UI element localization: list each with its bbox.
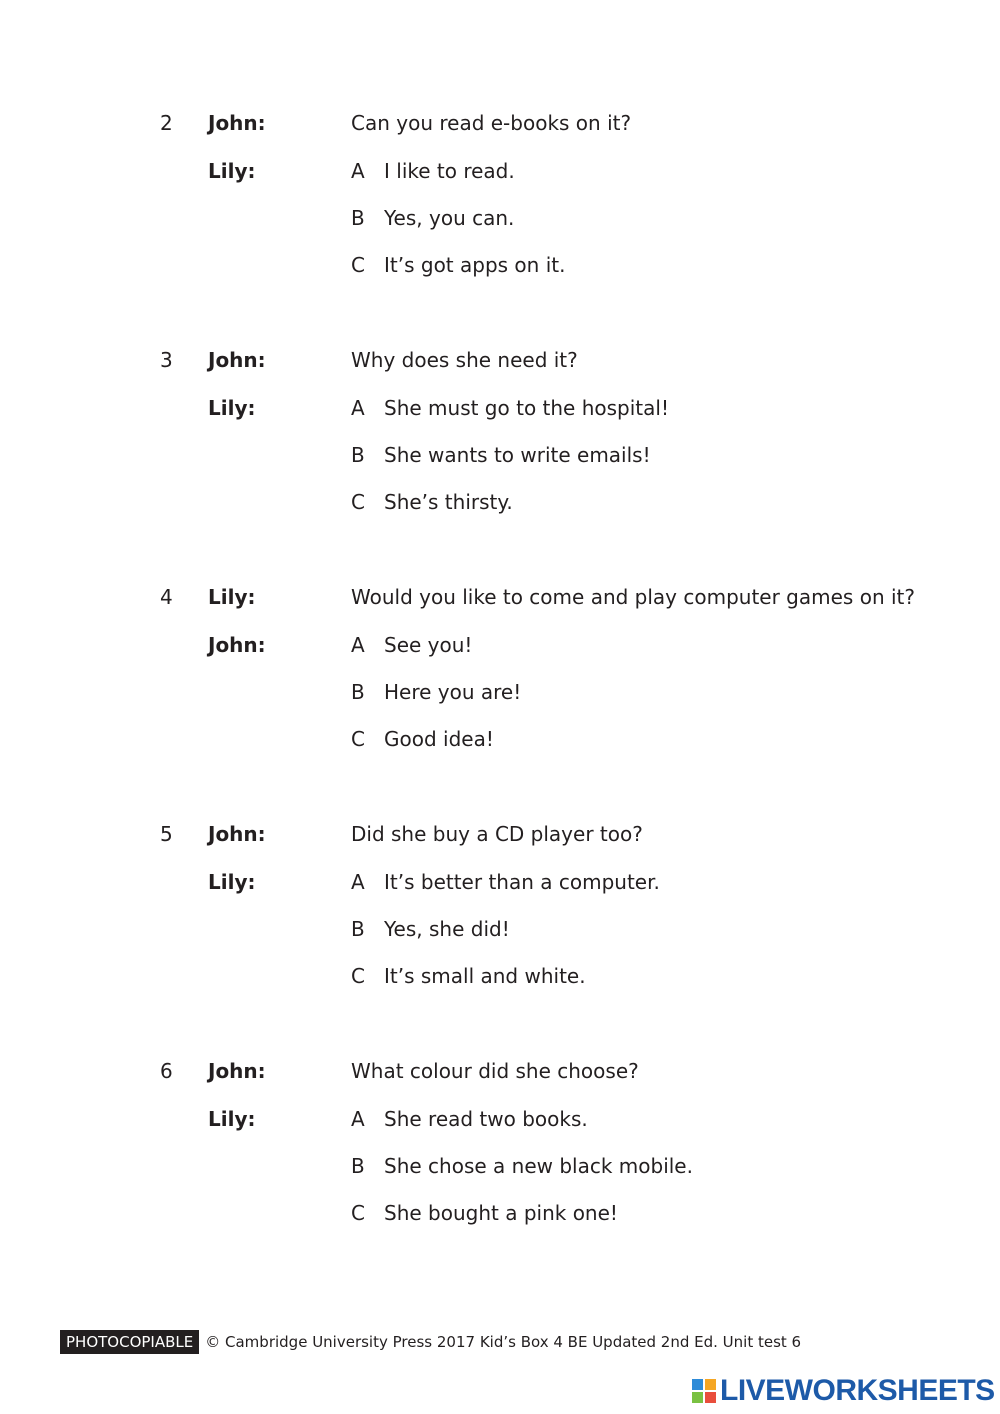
- option-letter: A: [351, 1107, 365, 1131]
- speaker-name: Lily:: [208, 585, 256, 609]
- option-text: Good idea!: [384, 727, 494, 751]
- question-number: 6: [160, 1059, 173, 1083]
- option-text: She bought a pink one!: [384, 1201, 618, 1225]
- option-text: It’s small and white.: [384, 964, 586, 988]
- copyright-text: © Cambridge University Press 2017 Kid’s Box 4 BE Updated 2nd Ed. Unit test 6: [205, 1333, 802, 1351]
- question-block: [0, 345, 1000, 545]
- question-text: Did she buy a CD player too?: [351, 822, 643, 846]
- question-block: [0, 108, 1000, 308]
- option-text: She chose a new black mobile.: [384, 1154, 693, 1178]
- question-number: 4: [160, 585, 173, 609]
- option-text: Yes, you can.: [384, 206, 515, 230]
- option-text: Yes, she did!: [384, 917, 510, 941]
- question-block: [0, 582, 1000, 782]
- responder-name: Lily:: [208, 870, 256, 894]
- responder-name: John:: [208, 633, 266, 657]
- option-letter: A: [351, 870, 365, 894]
- option-letter: B: [351, 443, 365, 467]
- option-text: It’s got apps on it.: [384, 253, 566, 277]
- option-text: It’s better than a computer.: [384, 870, 660, 894]
- option-letter: B: [351, 917, 365, 941]
- option-text: She must go to the hospital!: [384, 396, 669, 420]
- responder-name: Lily:: [208, 396, 256, 420]
- option-text: I like to read.: [384, 159, 515, 183]
- option-letter: A: [351, 396, 365, 420]
- question-text: Can you read e-books on it?: [351, 111, 632, 135]
- brand-name: LIVEWORKSHEETS: [720, 1374, 995, 1407]
- option-letter: B: [351, 680, 365, 704]
- speaker-name: John:: [208, 111, 266, 135]
- question-number: 5: [160, 822, 173, 846]
- responder-name: Lily:: [208, 159, 256, 183]
- option-text: She read two books.: [384, 1107, 588, 1131]
- question-number: 2: [160, 111, 173, 135]
- question-text: What colour did she choose?: [351, 1059, 639, 1083]
- question-block: [0, 819, 1000, 1019]
- option-letter: B: [351, 1154, 365, 1178]
- option-letter: C: [351, 1201, 365, 1225]
- question-text: Why does she need it?: [351, 348, 578, 372]
- option-text: Here you are!: [384, 680, 522, 704]
- question-block: [0, 1056, 1000, 1256]
- speaker-name: John:: [208, 1059, 266, 1083]
- option-letter: C: [351, 964, 365, 988]
- speaker-name: John:: [208, 348, 266, 372]
- liveworksheets-mark-icon: [692, 1379, 716, 1403]
- option-letter: A: [351, 159, 365, 183]
- photocopiable-badge: PHOTOCOPIABLE: [60, 1330, 199, 1354]
- question-number: 3: [160, 348, 173, 372]
- speaker-name: John:: [208, 822, 266, 846]
- option-letter: C: [351, 253, 365, 277]
- liveworksheets-logo[interactable]: [692, 1374, 995, 1408]
- option-letter: A: [351, 633, 365, 657]
- question-text: Would you like to come and play computer games on it?: [351, 585, 915, 609]
- option-text: She wants to write emails!: [384, 443, 651, 467]
- option-letter: C: [351, 490, 365, 514]
- option-text: She’s thirsty.: [384, 490, 513, 514]
- option-letter: C: [351, 727, 365, 751]
- footer: [60, 1330, 801, 1354]
- responder-name: Lily:: [208, 1107, 256, 1131]
- option-text: See you!: [384, 633, 473, 657]
- option-letter: B: [351, 206, 365, 230]
